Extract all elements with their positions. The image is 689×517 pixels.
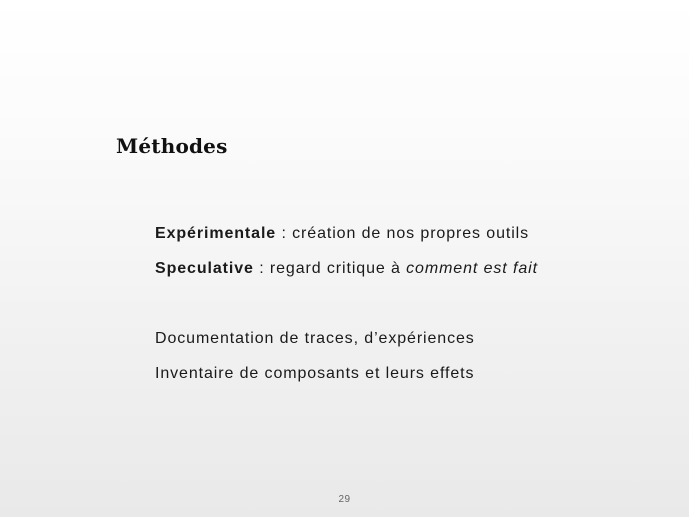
method-experimental <box>155 223 529 245</box>
method-term: Speculative <box>155 260 254 277</box>
page-number: 29 <box>338 494 351 505</box>
method-description: création de nos propres outils <box>292 225 530 242</box>
activity-documentation: Documentation de traces, d’expériences <box>155 330 475 347</box>
method-separator: : <box>253 260 270 277</box>
slide-title: Méthodes <box>116 134 228 158</box>
method-term: Expérimentale <box>155 225 277 242</box>
method-separator: : <box>276 225 293 242</box>
method-description: regard critique à <box>269 260 407 277</box>
activity-inventory: Inventaire de composants et leurs effets <box>155 365 475 382</box>
method-emphasis: comment est fait <box>406 260 538 277</box>
method-speculative <box>155 258 538 280</box>
